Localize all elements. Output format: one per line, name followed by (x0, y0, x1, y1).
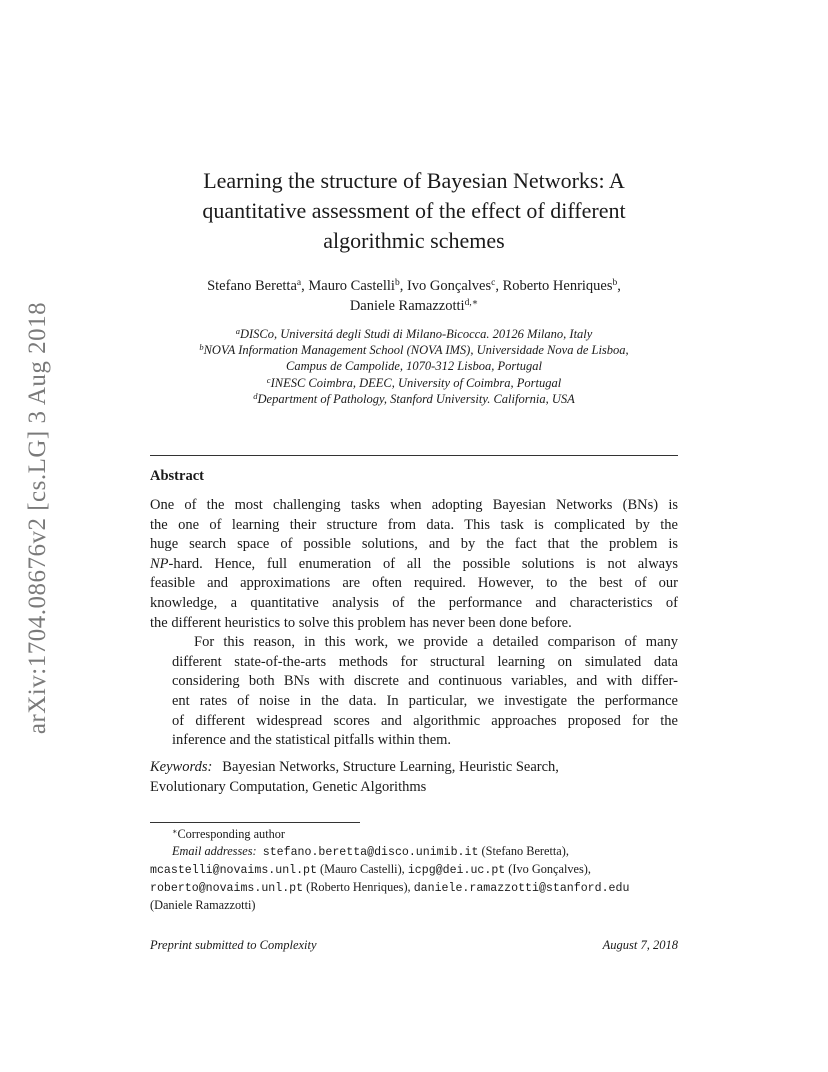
affiliation-line (150, 326, 678, 342)
author-line (150, 296, 678, 316)
affil-mark: a (235, 326, 240, 336)
email-owner: (Roberto Henriques), (303, 880, 414, 894)
abstract-line: considering both BNs with discrete and continuous variables, and with differ- (172, 673, 678, 690)
title-line: quantitative assessment of the effect of different (202, 198, 626, 223)
email-line (150, 861, 678, 879)
email-link[interactable]: mcastelli@novaims.unl.pt (150, 864, 317, 877)
title-line: algorithmic schemes (323, 228, 505, 253)
email-owner: (Ivo Gonçalves), (505, 862, 591, 876)
affil-text: DISCo, Universitá degli Studi di Milano-Bicocca. 20126 Milano, Italy (239, 327, 593, 341)
preprint-footer (150, 938, 678, 953)
keywords-text: Bayesian Networks, Structure Learning, Heuristic Search, (222, 759, 559, 775)
footnote-text: Corresponding author (177, 827, 286, 841)
affil-text: INESC Coimbra, DEEC, University of Coimbra, Portugal (270, 375, 562, 390)
email-link[interactable]: daniele.ramazzotti@stanford.edu (413, 882, 630, 895)
preprint-date: August 7, 2018 (602, 938, 678, 952)
author-name: Mauro Castelli (308, 278, 395, 294)
author-affil-mark: b (394, 278, 400, 288)
email-line (150, 843, 678, 861)
keywords (150, 758, 678, 797)
abstract-line: the different heuristics to solve this problem has never been done before. (150, 614, 572, 631)
keywords-line (150, 758, 678, 778)
email-line: (Daniele Ramazzotti) (150, 898, 256, 912)
author-affil-mark: a (296, 278, 302, 288)
abstract-line: different state-of-the-arts methods for structural learning on simulated data (172, 653, 678, 670)
affiliation-line (150, 358, 678, 374)
abstract-line: knowledge, a quantitative analysis of the performance and characteristics of (150, 594, 678, 611)
abstract-text: -hard. Hence, full enumeration of all the possible solutions is not always (168, 555, 678, 572)
corresponding-author-note (150, 826, 678, 843)
affil-text: Campus de Campolide, 1070-312 Lisboa, Portugal (286, 359, 542, 374)
affil-text: NOVA Information Management School (NOVA IMS), Universidade Nova de Lisboa, (203, 343, 629, 358)
np-term: NP (150, 555, 169, 572)
author-name: Roberto Henriques (502, 278, 613, 294)
affiliations (150, 326, 678, 407)
affil-mark: c (266, 374, 271, 385)
author-affil-mark: b (612, 278, 618, 288)
preprint-venue: Preprint submitted to Complexity (150, 938, 317, 952)
author-list (150, 276, 678, 316)
abstract-body (150, 496, 678, 751)
author-line: Stefano Beretta$^a$, Mauro Castelli$^b$, Ivo Gonçalves$^c$, Roberto Henriques$^b$, (207, 278, 621, 294)
email-owner: (Stefano Beretta), (478, 844, 569, 858)
abstract-heading: Abstract (150, 468, 204, 484)
abstract-line: of different widespread scores and algorithmic approaches proposed for the (172, 712, 678, 729)
author-affil-mark: c (491, 278, 496, 288)
affiliation-line (150, 391, 678, 407)
abstract-paragraph (150, 496, 678, 633)
abstract-line: One of the most challenging tasks when adopting Bayesian Networks (BNs) is (150, 497, 678, 513)
author-name: Daniele Ramazzotti (349, 298, 465, 314)
title-line: Learning the structure of Bayesian Networks: A (203, 168, 625, 193)
abstract-line: the one of learning their structure from data. This task is complicated by the (150, 516, 678, 533)
author-name: Ivo Gonçalves (406, 278, 492, 294)
author-affil-mark: d,∗ (464, 298, 479, 308)
affiliation-line (150, 342, 678, 358)
affil-text: Department of Pathology, Stanford University. California, USA (257, 391, 575, 406)
author-name: Stefano Beretta (207, 278, 297, 294)
footnote-mark: ∗ (172, 827, 178, 836)
abstract-paragraph (150, 633, 678, 751)
keywords-label: Keywords: (150, 759, 213, 775)
abstract-line: inference and the statistical pitfalls within them. (172, 732, 452, 749)
affil-mark: b (199, 342, 204, 353)
abstract-line (150, 555, 678, 575)
email-link[interactable]: stefano.beretta@disco.unimib.it (262, 846, 479, 859)
email-link[interactable]: icpg@dei.uc.pt (407, 864, 506, 877)
affiliation-line (150, 375, 678, 391)
email-line (150, 879, 678, 897)
abstract-top-rule (150, 455, 678, 456)
abstract-line: feasible and approximations are often required. However, to the best of our (150, 575, 678, 592)
email-link[interactable]: roberto@novaims.unl.pt (150, 882, 304, 895)
email-owner: (Mauro Castelli), (316, 862, 408, 876)
paper-title (150, 166, 678, 256)
email-label: Email addresses: (172, 844, 257, 858)
abstract-line: For this reason, in this work, we provide a detailed comparison of many (194, 634, 678, 651)
arxiv-side-stamp: arXiv:1704.08676v2 [cs.LG] 3 Aug 2018 (24, 301, 51, 735)
keywords-line: Evolutionary Computation, Genetic Algorithms (150, 778, 427, 795)
abstract-line: ent rates of noise in the data. In particular, we investigate the performance (172, 692, 678, 709)
abstract-line: huge search space of possible solutions, and by the fact that the problem is (150, 536, 678, 553)
affil-mark: d (253, 390, 258, 401)
footnote (150, 826, 678, 914)
footnote-rule (150, 822, 360, 823)
